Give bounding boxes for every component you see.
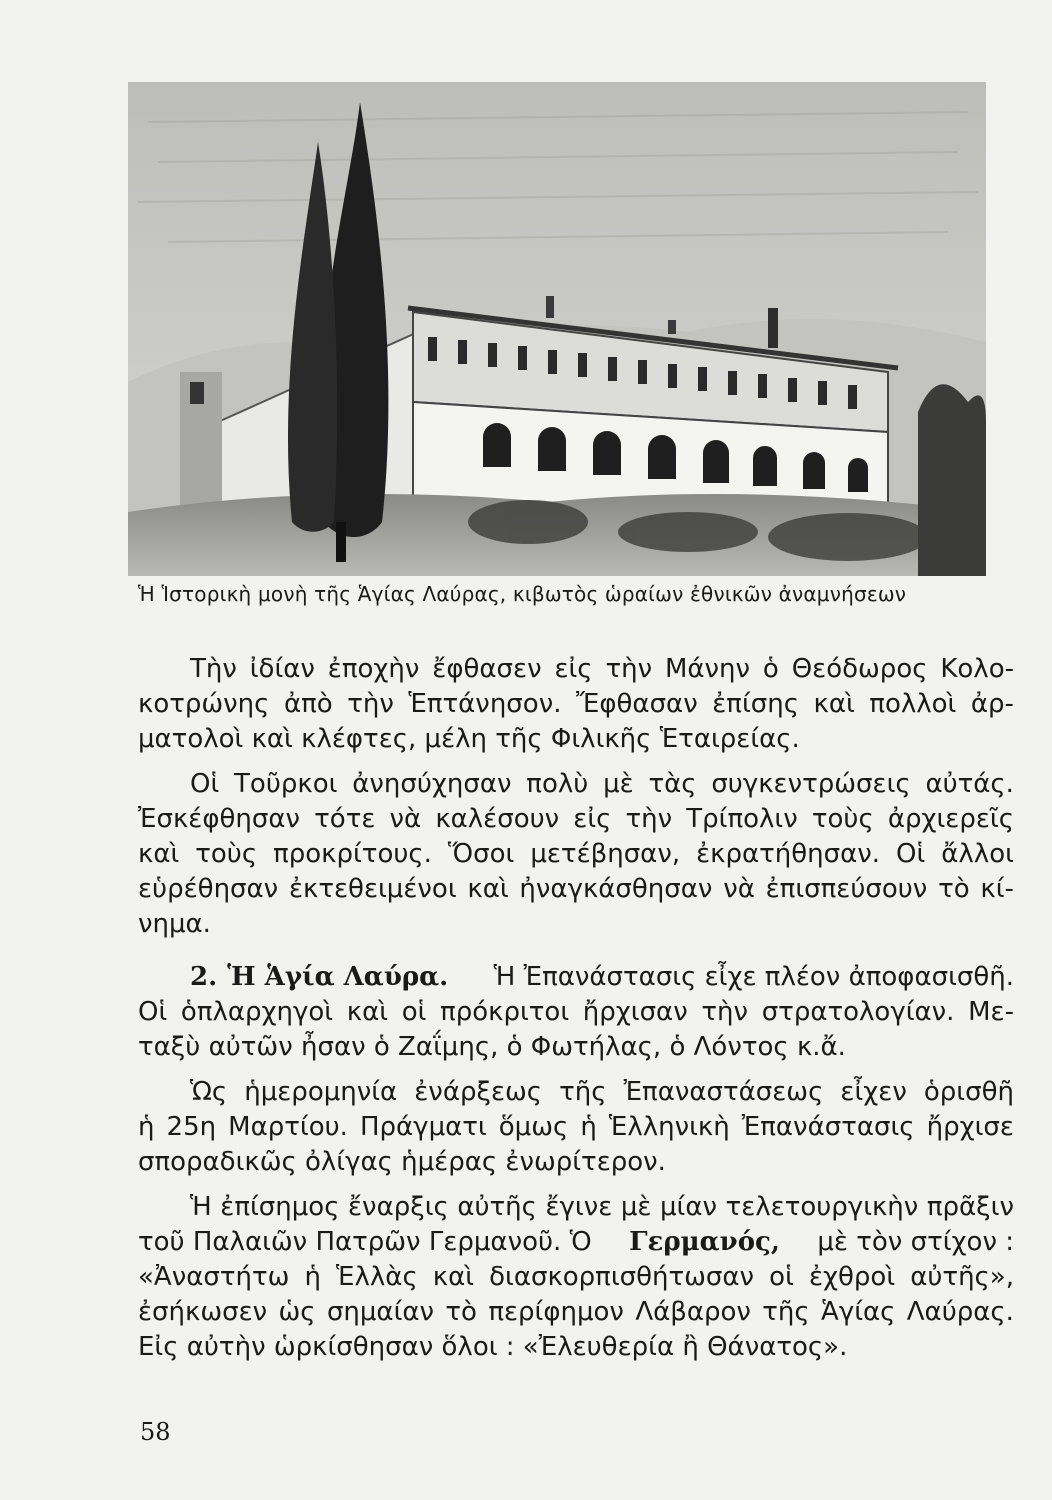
text-line: ἡ 25η Μαρτίου. Πράγματι ὅμως ἡ Ἑλληνικὴ Ἐπανάστασις ἤρχισε — [138, 1112, 1014, 1142]
text-segment: τοῦ Παλαιῶν Πατρῶν Γερμανοῦ. Ὁ — [138, 1227, 592, 1257]
section-heading-line — [138, 960, 1014, 995]
section-number: 2. — [190, 962, 218, 992]
text-line: νημα. — [138, 909, 211, 939]
text-line: εὑρέθησαν ἐκτεθειμένοι καὶ ἠναγκάσθησαν νὰ ἐπισπεύσουν τὸ κί- — [138, 874, 1014, 904]
paragraph-1 — [138, 652, 1014, 757]
monastery-illustration — [128, 82, 986, 576]
text-line: καὶ τοὺς προκρίτους. Ὅσοι μετέβησαν, ἐκρατήθησαν. Οἱ ἄλλοι — [138, 839, 1014, 869]
text-line: κοτρώνης ἀπὸ τὴν Ἑπτάνησον. Ἔφθασαν ἐπίσης καὶ πολλοὶ ἀρ- — [138, 689, 1014, 719]
text-line: Εἰς αὐτὴν ὡρκίσθησαν ὅλοι : «Ἐλευθερία ἢ Θάνατος». — [138, 1332, 848, 1362]
section-title: Ἡ Ἁγία Λαύρα. — [227, 962, 449, 992]
text-line: Ἡ ἐπίσημος ἔναρξις αὐτῆς ἔγινε μὲ μίαν τελετουργικὴν πρᾶξιν — [190, 1192, 1014, 1222]
text-line: ματολοὶ καὶ κλέφτες, μέλη τῆς Φιλικῆς Ἑταιρείας. — [138, 724, 800, 754]
bold-name-germanos: Γερμανός, — [629, 1227, 780, 1257]
text-line: «Ἀναστήτω ἡ Ἑλλὰς καὶ διασκορπισθήτωσαν οἱ ἐχθροὶ αὐτῆς», — [138, 1262, 1014, 1292]
photo-caption: Ἡ Ἱστορικὴ μονὴ τῆς Ἁγίας Λαύρας, κιβωτὸς ὡραίων ἐθνικῶν ἀναμνήσεων — [138, 582, 907, 606]
paragraph-5 — [138, 1190, 1014, 1365]
text-line: Οἱ ὁπλαρχηγοὶ καὶ οἱ πρόκριτοι ἤρχισαν τὴν στρατολογίαν. Με- — [138, 997, 1014, 1027]
paragraph-4 — [138, 1075, 1014, 1180]
text-line-with-name — [138, 1225, 1014, 1260]
main-text — [138, 652, 1014, 1365]
text-line: Οἱ Τοῦρκοι ἀνησύχησαν πολὺ μὲ τὰς συγκεντρώσεις αὐτάς. — [190, 769, 1014, 799]
monastery-photo — [128, 82, 986, 576]
text-segment: μὲ τὸν στίχον : — [817, 1227, 1014, 1257]
text-line: Ἐσκέφθησαν τότε νὰ καλέσουν εἰς τὴν Τρίπολιν τοὺς ἀρχιερεῖς — [138, 804, 1014, 834]
section-2 — [138, 960, 1014, 1065]
text-line: Ἡ Ἐπανάστασις εἶχε πλέον ἀποφασισθῆ. — [493, 962, 1014, 992]
text-line: Τὴν ἰδίαν ἐποχὴν ἔφθασεν εἰς τὴν Μάνην ὁ Θεόδωρος Κολο- — [190, 654, 1014, 684]
text-line: σποραδικῶς ὀλίγας ἡμέρας ἐνωρίτερον. — [138, 1147, 666, 1177]
text-line: ταξὺ αὐτῶν ἦσαν ὁ Ζαΐμης, ὁ Φωτήλας, ὁ Λόντος κ.ἄ. — [138, 1032, 846, 1062]
text-line: Ὡς ἡμερομηνία ἐνάρξεως τῆς Ἐπαναστάσεως εἶχεν ὁρισθῆ — [190, 1077, 1014, 1107]
text-line: ἐσήκωσεν ὡς σημαίαν τὸ περίφημον Λάβαρον τῆς Ἁγίας Λαύρας. — [138, 1297, 1014, 1327]
page-number: 58 — [140, 1418, 171, 1446]
paragraph-2 — [138, 767, 1014, 942]
